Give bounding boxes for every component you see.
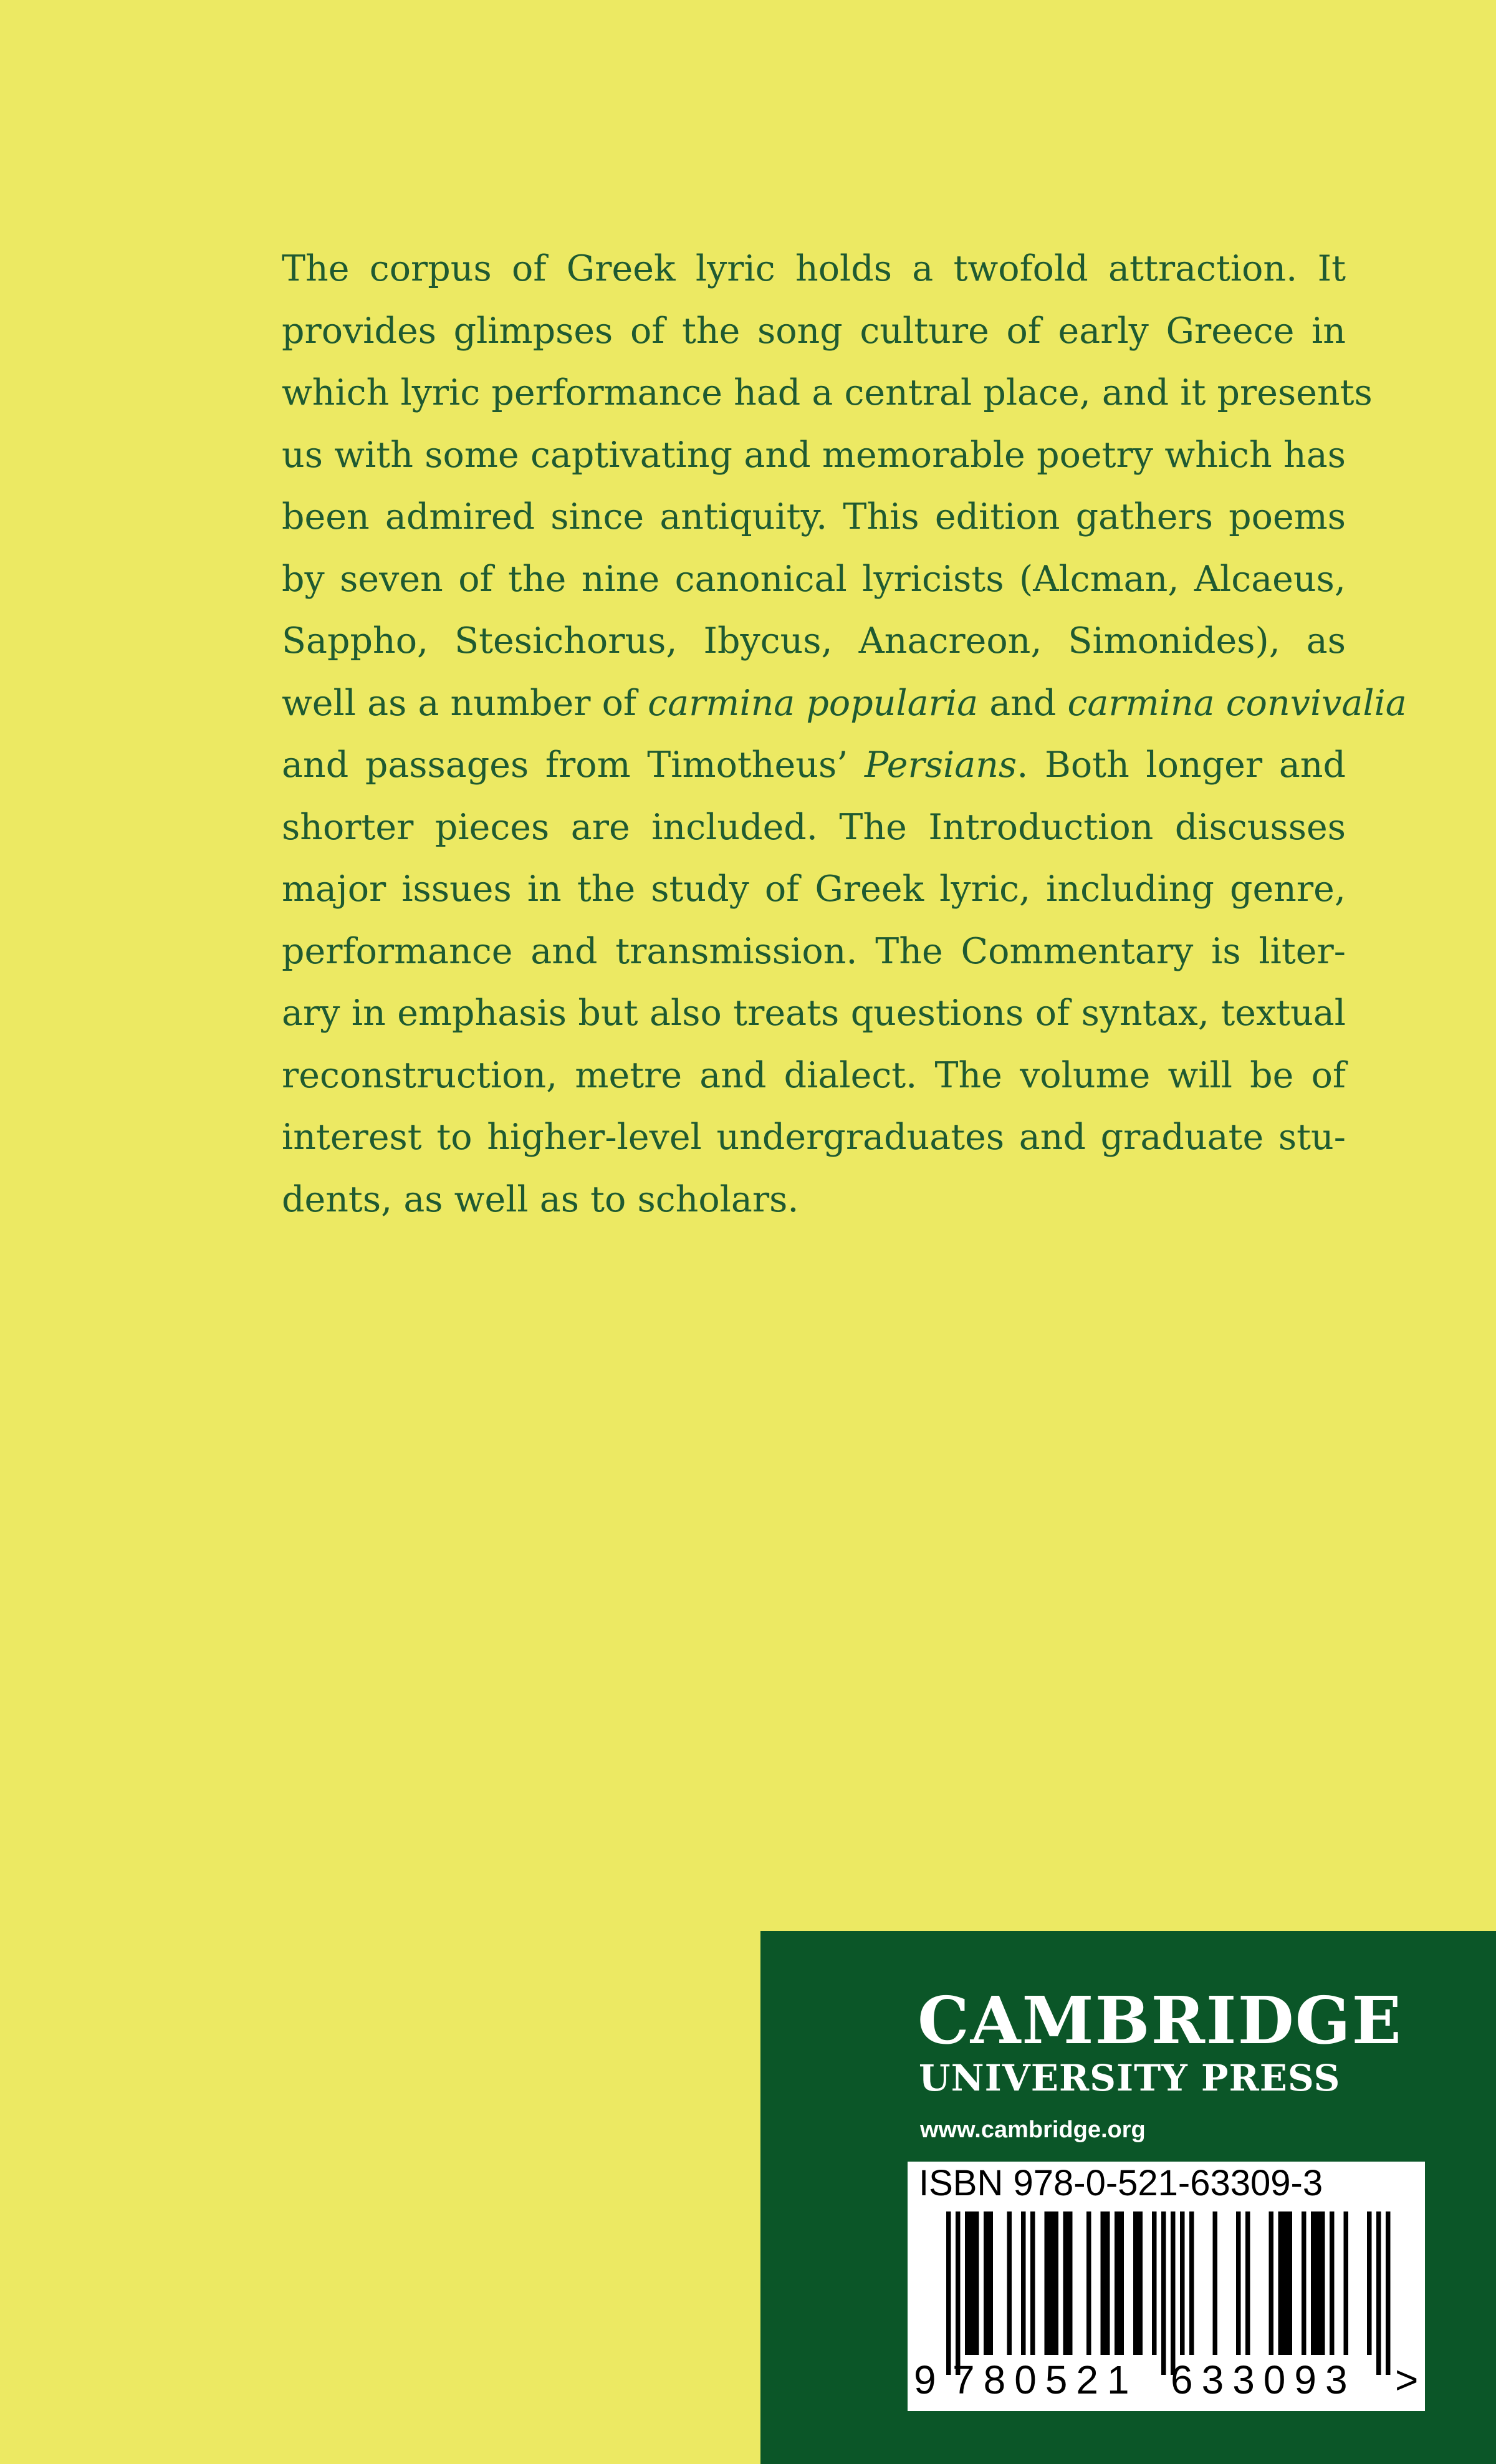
barcode-bar <box>1152 2211 1157 2355</box>
barcode-bar <box>1288 2211 1293 2355</box>
barcode-bar <box>1115 2211 1120 2355</box>
barcode-bar <box>974 2211 979 2355</box>
barcode-bar <box>1068 2211 1073 2355</box>
barcode-digits-right: 633093 <box>1171 2357 1356 2402</box>
blurb-text-segment: shorter pieces are included. The Introduction discusses <box>282 806 1346 848</box>
blurb-text-segment: dents, as well as to scholars. <box>282 1178 799 1220</box>
blurb-text-segment: provides glimpses of the song culture of early Greece in <box>282 310 1346 352</box>
blurb-line <box>282 797 1346 859</box>
barcode-quiet-zone-mark: > <box>1395 2357 1419 2402</box>
barcode-digit-lead: 9 <box>914 2357 936 2402</box>
blurb-line <box>282 1045 1346 1107</box>
blurb-text-segment: well as a number of <box>282 682 648 724</box>
barcode-bar <box>965 2211 970 2355</box>
barcode-bar <box>1311 2211 1316 2355</box>
barcode-bar <box>1180 2211 1185 2355</box>
blurb-text-segment: performance and transmission. The Commentary is liter- <box>282 930 1346 972</box>
barcode-bar <box>1330 2211 1335 2355</box>
blurb-line <box>282 425 1346 487</box>
barcode-bar <box>1063 2211 1068 2355</box>
blurb-line <box>282 610 1346 673</box>
barcode-bar <box>1320 2211 1325 2355</box>
barcode-bar <box>1161 2211 1166 2375</box>
barcode-bar <box>1171 2211 1176 2375</box>
barcode-bar <box>946 2211 951 2375</box>
barcode-bar <box>956 2211 961 2375</box>
publisher-block <box>760 1931 1496 2464</box>
publisher-name: CAMBRIDGE <box>918 1982 1402 2059</box>
barcode-bar <box>1030 2211 1035 2355</box>
barcode-bar <box>1213 2211 1218 2355</box>
blurb-text-segment: and <box>978 682 1068 724</box>
barcode-bar <box>1269 2211 1274 2355</box>
barcode-bar <box>1278 2211 1283 2355</box>
blurb-text-segment: been admired since antiquity. This edition gathers poems <box>282 496 1346 537</box>
barcode-bar <box>1101 2211 1106 2355</box>
blurb-line <box>282 921 1346 983</box>
blurb-line <box>282 734 1346 797</box>
barcode-bar <box>1283 2211 1288 2355</box>
blurb-line <box>282 983 1346 1045</box>
barcode-bar <box>1133 2211 1138 2355</box>
barcode-bar <box>1386 2211 1391 2375</box>
blurb-text-segment: and passages from Timotheus’ <box>282 744 865 786</box>
barcode-bar <box>1344 2211 1349 2355</box>
blurb-line <box>282 673 1407 735</box>
barcode-bar <box>1376 2211 1381 2375</box>
publisher-subname: UNIVERSITY PRESS <box>919 2057 1341 2099</box>
barcode-bar <box>1086 2211 1091 2355</box>
blurb-text <box>282 238 1407 1231</box>
blurb-text-segment: major issues in the study of Greek lyric, including genre, <box>282 869 1346 910</box>
barcode-bar <box>1049 2211 1054 2355</box>
blurb-line <box>282 1107 1346 1169</box>
barcode-bar <box>1138 2211 1143 2355</box>
blurb-italic-title: carmina popularia <box>648 682 979 724</box>
barcode-bar <box>1316 2211 1321 2355</box>
blurb-text-segment: which lyric performance had a central place, and it presents <box>282 372 1373 413</box>
blurb-text-segment: us with some captivating and memorable poetry which has <box>282 434 1346 476</box>
barcode-bar <box>1054 2211 1059 2355</box>
barcode-bar <box>1302 2211 1307 2355</box>
blurb-text-segment: by seven of the nine canonical lyricists (Alcman, Alcaeus, <box>282 558 1346 600</box>
blurb-text-segment: . Both longer and <box>1017 744 1346 786</box>
barcode-bar <box>1236 2211 1241 2355</box>
blurb-text-segment: reconstruction, metre and dialect. The volume will be of <box>282 1054 1346 1096</box>
barcode-digits-left: 780521 <box>952 2357 1138 2402</box>
barcode-bar <box>989 2211 994 2355</box>
isbn-label: ISBN 978-0-521-63309-3 <box>919 2163 1323 2203</box>
blurb-line <box>282 859 1346 921</box>
barcode <box>908 2162 1425 2411</box>
blurb-line <box>282 549 1346 611</box>
barcode-bar <box>1245 2211 1250 2355</box>
barcode-bar <box>1105 2211 1110 2355</box>
blurb-text-segment: Sappho, Stesichorus, Ibycus, Anacreon, Simonides), as <box>282 620 1346 662</box>
blurb-line <box>282 301 1346 363</box>
barcode-bar <box>1021 2211 1026 2355</box>
blurb-line <box>282 486 1346 549</box>
blurb-line <box>282 362 1373 425</box>
blurb-text-segment: interest to higher-level undergraduates and graduate stu- <box>282 1117 1346 1158</box>
barcode-bar <box>1007 2211 1012 2355</box>
barcode-bar <box>1367 2211 1372 2355</box>
blurb-line <box>282 238 1346 301</box>
barcode-bar <box>1189 2211 1194 2355</box>
blurb-text-segment: ary in emphasis but also treats questions of syntax, textual <box>282 993 1346 1034</box>
publisher-url: www.cambridge.org <box>920 2117 1146 2143</box>
barcode-bar <box>1120 2211 1124 2355</box>
barcode-bar <box>970 2211 975 2355</box>
barcode-bar <box>984 2211 989 2355</box>
blurb-italic-title: carmina convivalia <box>1067 682 1407 724</box>
blurb-italic-title: Persians <box>864 744 1017 786</box>
blurb-line <box>282 1169 1346 1231</box>
barcode-bar <box>1045 2211 1050 2355</box>
blurb-text-segment: The corpus of Greek lyric holds a twofold attraction. It <box>282 248 1346 289</box>
